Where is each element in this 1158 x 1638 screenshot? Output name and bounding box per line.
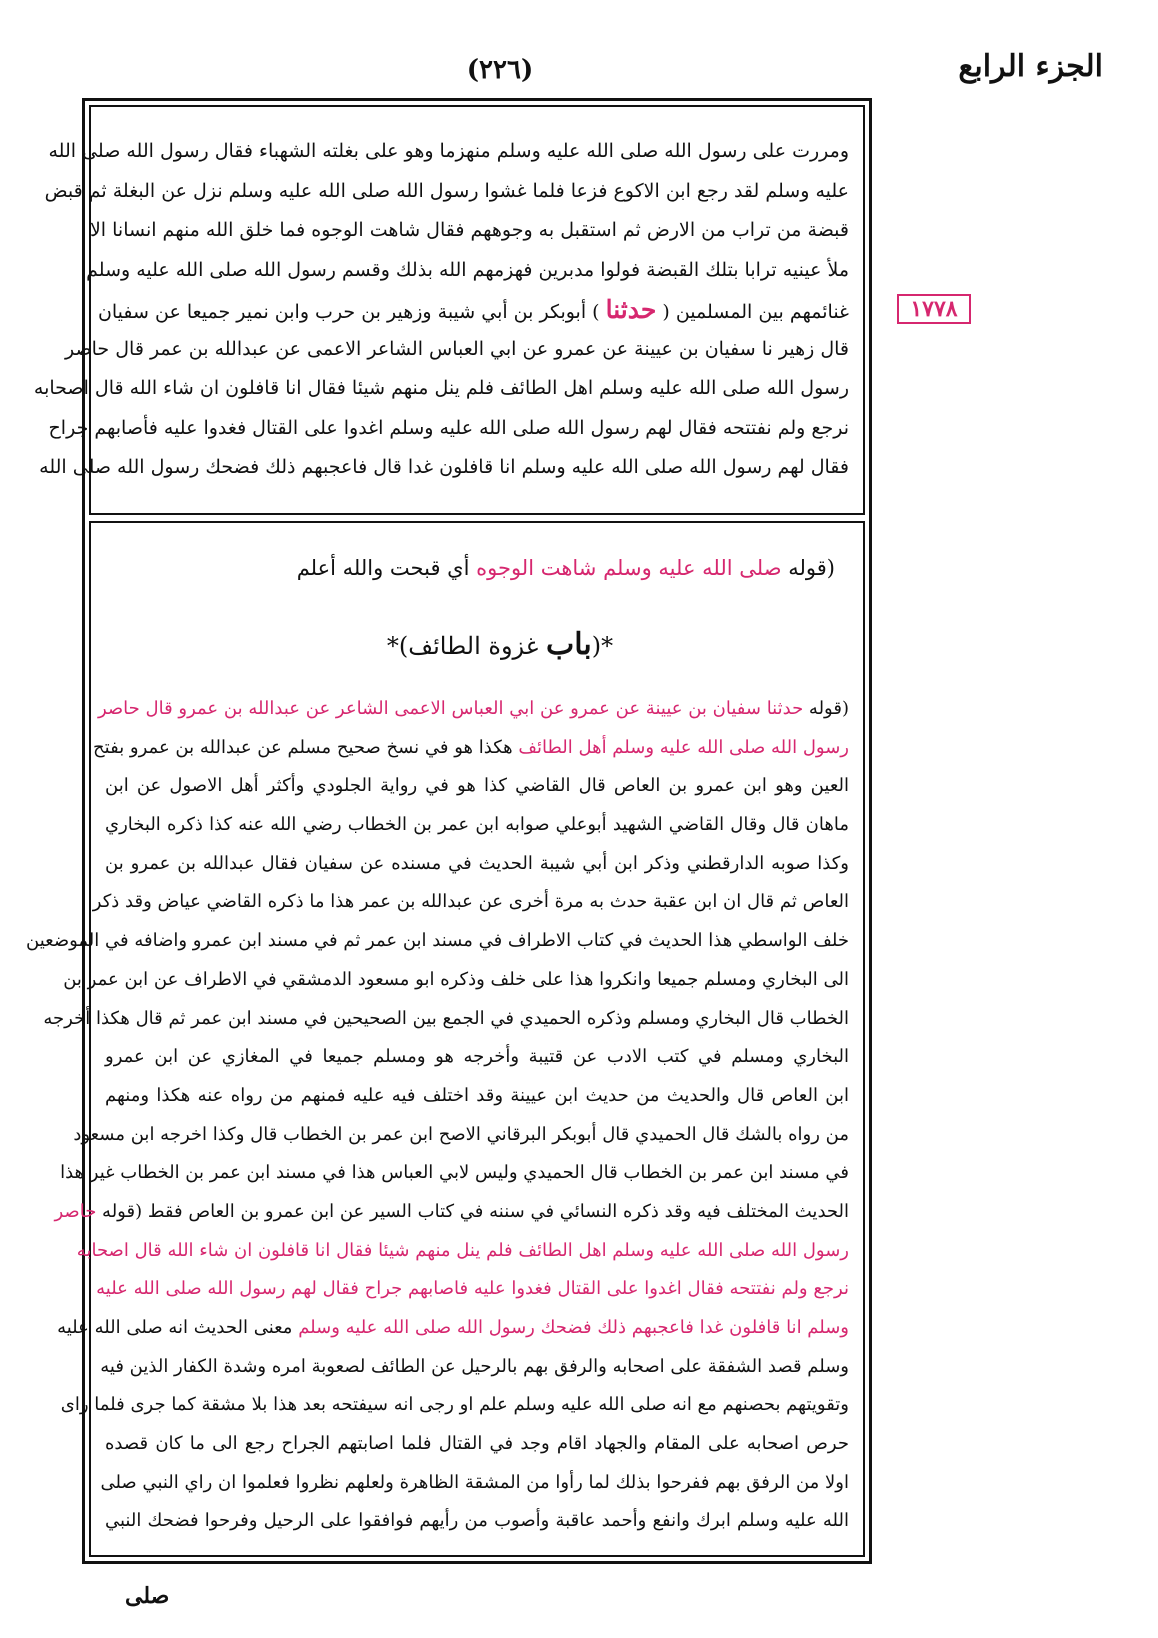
- sharh-quote: حدثنا سفيان بن عيينة عن عمرو عن ابي العباس الاعمى الشاعر عن عبدالله بن عمرو قال حاصر: [97, 698, 804, 719]
- sharh-line-start: الحديث المختلف فيه وقد ذكره النسائي في سننه في كتاب السير عن ابن عمرو بن العاص فقط (قوله: [96, 1200, 849, 1222]
- sharh-quote-line: رسول الله صلى الله عليه وسلم اهل الطائف فلم ينل منهم شيئا فقال انا قافلون ان شاء الله قال اصحابه: [76, 1239, 849, 1261]
- sharh-line-start: (قوله: [803, 698, 849, 719]
- sharh-line: الى البخاري ومسلم جميعا وانكروا هذا على خلف وذكره ابو مسعود الدمشقي في الاطراف عن ابن عمر بن: [63, 968, 849, 990]
- matn-line-start: غنائمهم بين المسلمين (: [662, 301, 849, 323]
- note-quote: صلى الله عليه وسلم شاهت الوجوه: [476, 556, 782, 580]
- sharh-quote-line: نرجع ولم نفتتحه فقال اغدوا على القتال فغدوا عليه فاصابهم جراح فقال لهم رسول الله صلى الله عليه: [96, 1278, 849, 1300]
- sharh-line: [54, 1193, 849, 1232]
- sharh-line: البخاري ومسلم في كتب الادب عن قتيبة وأخرجه هو ومسلم جميعا في المغازي عن ابن عمرو: [105, 1046, 849, 1068]
- sharh-line: [93, 729, 849, 768]
- sharh-text: [26, 690, 849, 1542]
- sharh-quote: وسلم انا قافلون غدا فاعجبهم ذلك فضحك رسول الله صلى الله عليه وسلم: [298, 1317, 849, 1338]
- matn-line: ومررت على رسول الله صلى الله عليه وسلم منهزما وهو على بغلته الشهباء فقال رسول الله صلى الله: [48, 140, 849, 162]
- sharh-line: العين وهو ابن عمرو بن العاص قال القاضي كذا هو في رواية الجلودي وأكثر أهل الاصول عن ابن: [105, 775, 849, 797]
- sharh-line: ماهان قال وقال القاضي الشهيد أبوعلي صوابه ابن عمر بن الخطاب رضي الله عنه كذا ذكره البخاري: [105, 814, 849, 836]
- matn-line: رسول الله صلى الله عليه وسلم اهل الطائف فلم ينل منهم شيئا فقال انا قافلون ان شاء الله قال اصحابه: [33, 377, 849, 399]
- matn-line: ملأ عينيه ترابا بتلك القبضة فولوا مدبرين فهزمهم الله بذلك وقسم رسول الله صلى الله عليه وسلم: [86, 258, 849, 281]
- note-prefix: (قوله: [781, 556, 835, 580]
- matn-line: قبضة من تراب من الارض ثم استقبل به وجوههم فقال شاهت الوجوه فما خلق الله منهم انسانا الا: [89, 219, 849, 241]
- chapter-name: غزوة الطائف)*: [386, 632, 546, 660]
- matn-line: فقال لهم رسول الله صلى الله عليه وسلم انا قافلون غدا قال فاعجبهم ذلك فضحك رسول الله صلى الله: [39, 456, 849, 478]
- sharh-line: وتقويتهم بحصنهم مع انه صلى الله عليه وسلم علم او رجى انه سيفتحه بعد هذا بلا مشقة كما جرى فلما راى: [60, 1394, 849, 1416]
- sharh-line: اولا من الرفق بهم ففرحوا بذلك لما رأوا من المشقة الظاهرة ولعلهم نظروا فعلموا ان راي النبي صلى: [100, 1471, 849, 1493]
- sharh-line: وسلم قصد الشفقة على اصحابه والرفق بهم بالرحيل عن الطائف لصعوبة امره وشدة الكفار الذين فيه: [100, 1355, 849, 1377]
- sharh-line: ابن العاص قال والحديث من حديث ابن عيينة وقد اختلف فيه عليه فمنهم من رواه عنه هكذا ومنهم: [105, 1084, 849, 1106]
- sharh-quote: حاصر: [54, 1200, 97, 1222]
- hadith-number: ١٧٧٨: [897, 294, 971, 324]
- chapter-title: [350, 622, 650, 668]
- matn-line: [97, 290, 849, 330]
- sharh-line: وكذا صوبه الدارقطني وذكر ابن أبي شيبة الحديث في مسنده عن سفيان فقال عبدالله بن عمرو بن: [105, 852, 849, 874]
- matn-line: نرجع ولم نفتتحه فقال لهم رسول الله صلى الله عليه وسلم اغدوا على القتال فغدوا عليه فأصابهم جراح: [48, 416, 849, 439]
- sharh-line: حرص اصحابه على المقام والجهاد اقام وجد في القتال فلما اصابتهم الجراح رجع الى ما كان قصده: [105, 1433, 849, 1455]
- sharh-line: العاص ثم قال ان ابن عقبة حدث به مرة أخرى عن عبدالله بن عمر هذا ما ذكره القاضي عياض وقد ذكر: [92, 891, 849, 913]
- sharh-line: [57, 1309, 849, 1348]
- sharh-line: من رواه بالشك قال الحميدي قال أبوبكر البرقاني الاصح ابن عمر بن الخطاب قال وكذا اخرجه ابن مسعود: [73, 1123, 849, 1145]
- matn-line: قال زهير نا سفيان بن عيينة عن عمرو عن ابي العباس الشاعر الاعمى عن عبدالله بن عمر قال حاصر: [65, 337, 849, 360]
- matn-line-end: ) أبوبكر بن أبي شيبة وزهير بن حرب وابن نمير جميعا عن سفيان: [97, 301, 600, 323]
- sharh-line-end: معنى الحديث انه صلى الله عليه: [57, 1317, 299, 1338]
- sharh-quote: رسول الله صلى الله عليه وسلم أهل الطائف: [518, 736, 849, 758]
- sharh-line: [97, 690, 849, 729]
- note-text: أي قبحت والله أعلم: [296, 556, 477, 580]
- sharh-line: الله عليه وسلم ابرك وانفع وأحمد عاقبة وأصوب من رأيهم فوافقوا على الرحيل وفرحوا فضحك النبي: [105, 1510, 849, 1532]
- page-number: (٢٢٦): [466, 55, 534, 85]
- chapter-prefix: *(: [591, 632, 614, 660]
- chapter-bab-word: باب: [545, 627, 592, 662]
- haddathana-heading: حدثنا: [605, 295, 657, 324]
- sharh-line: خلف الواسطي هذا الحديث في كتاب الاطراف في مسند ابن عمر ثم في مسند ابن عمرو واضافه في الموضعين: [26, 930, 849, 952]
- matn-line: عليه وسلم لقد رجع ابن الاكوع فزعا فلما غشوا رسول الله صلى الله عليه وسلم نزل عن البغلة ثم قبض: [44, 179, 849, 202]
- sharh-line: في مسند ابن عمر بن الخطاب قال الحميدي وليس لابي العباس هذا في مسند ابن عمر بن الخطاب غير هذا: [60, 1162, 849, 1184]
- sharh-first-note: [296, 548, 835, 588]
- sharh-line: الخطاب قال البخاري ومسلم وذكره الحميدي في الجمع بين الصحيحين في مسند ابن عمر ثم قال هكذا أخرجه: [43, 1007, 849, 1029]
- matn-text: [33, 132, 849, 492]
- catchword: صلى: [125, 1583, 170, 1609]
- sharh-line-end: هكذا هو في نسخ صحيح مسلم عن عبدالله بن عمرو بفتح: [93, 736, 519, 758]
- part-title: الجزء الرابع: [958, 49, 1103, 84]
